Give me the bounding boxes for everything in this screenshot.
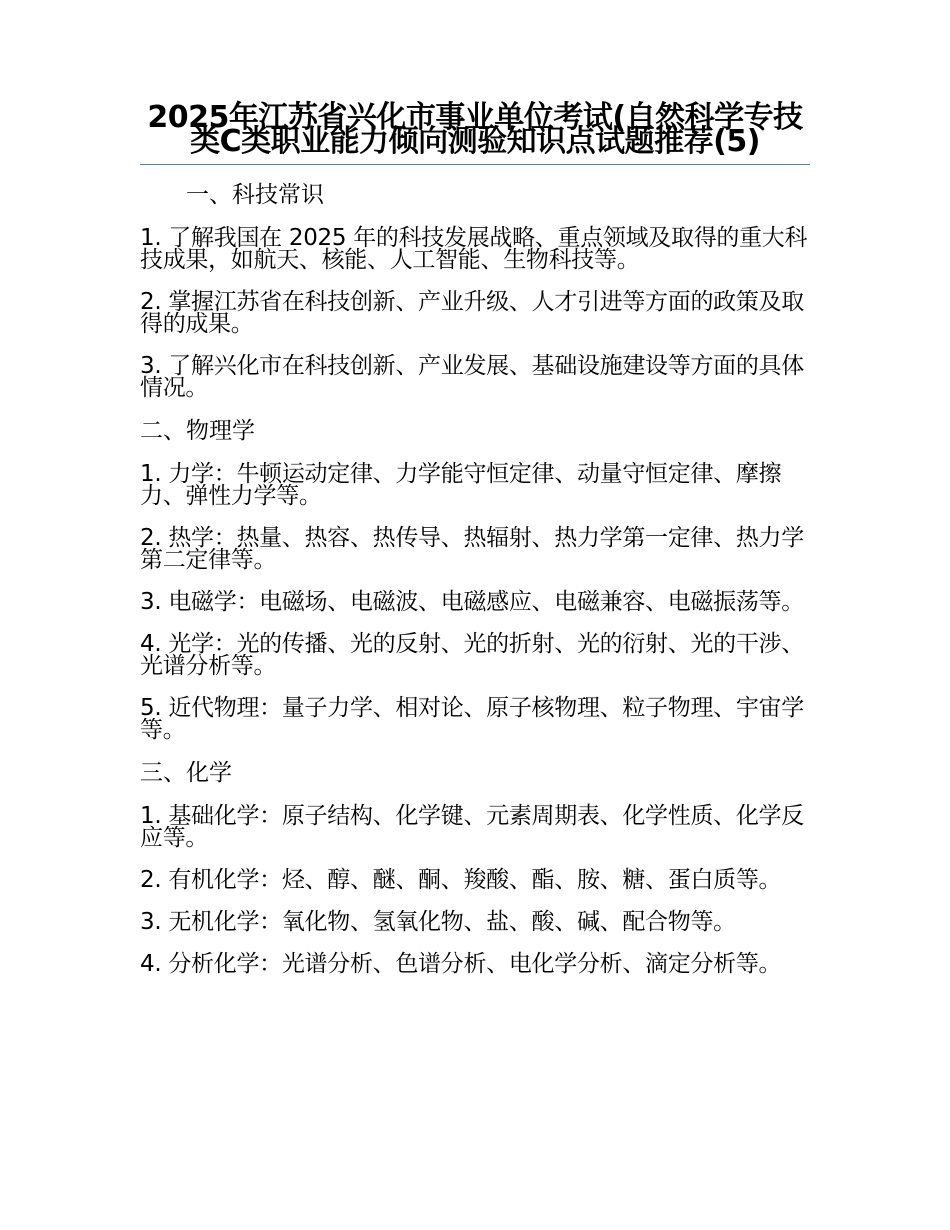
list-item: 2. 掌握江苏省在科技创新、产业升级、人才引进等方面的政策及取得的成果。 [140,289,804,337]
list-item: 1. 了解我国在 2025 年的科技发展战略、重点领域及取得的重大科技成果，如航天、核能、人工智能、生物科技等。 [140,225,808,273]
document-page [140,100,810,995]
list-item: 3. 了解兴化市在科技创新、产业发展、基础设施建设等方面的具体情况。 [140,353,804,401]
document-title: 2025年江苏省兴化市事业单位考试(自然科学专技类C类职业能力倾向测验知识点试题推荐(5) [147,100,803,159]
section-heading: 一、科技常识 [186,182,324,208]
section-heading: 二、物理学 [140,418,255,444]
list-item: 1. 力学：牛顿运动定律、力学能守恒定律、动量守恒定律、摩擦力、弹性力学等。 [140,461,782,509]
list-item: 4. 分析化学：光谱分析、色谱分析、电化学分析、滴定分析等。 [140,951,782,977]
list-item: 3. 无机化学：氧化物、氢氧化物、盐、酸、碱、配合物等。 [140,909,736,935]
list-item: 2. 热学：热量、热容、热传导、热辐射、热力学第一定律、热力学第二定律等。 [140,525,804,573]
list-item: 2. 有机化学：烃、醇、醚、酮、羧酸、酯、胺、糖、蛋白质等。 [140,867,782,893]
list-item: 3. 电磁学：电磁场、电磁波、电磁感应、电磁兼容、电磁振荡等。 [140,589,804,615]
list-item: 5. 近代物理：量子力学、相对论、原子核物理、粒子物理、宇宙学等。 [140,695,804,743]
section-science-tech [140,183,810,399]
section-heading: 三、化学 [140,760,232,786]
section-physics [140,419,810,741]
list-item: 4. 光学：光的传播、光的反射、光的折射、光的衍射、光的干涉、光谱分析等。 [140,631,804,679]
section-chemistry [140,761,810,975]
list-item: 1. 基础化学：原子结构、化学键、元素周期表、化学性质、化学反应等。 [140,803,804,851]
title-divider [140,164,810,165]
